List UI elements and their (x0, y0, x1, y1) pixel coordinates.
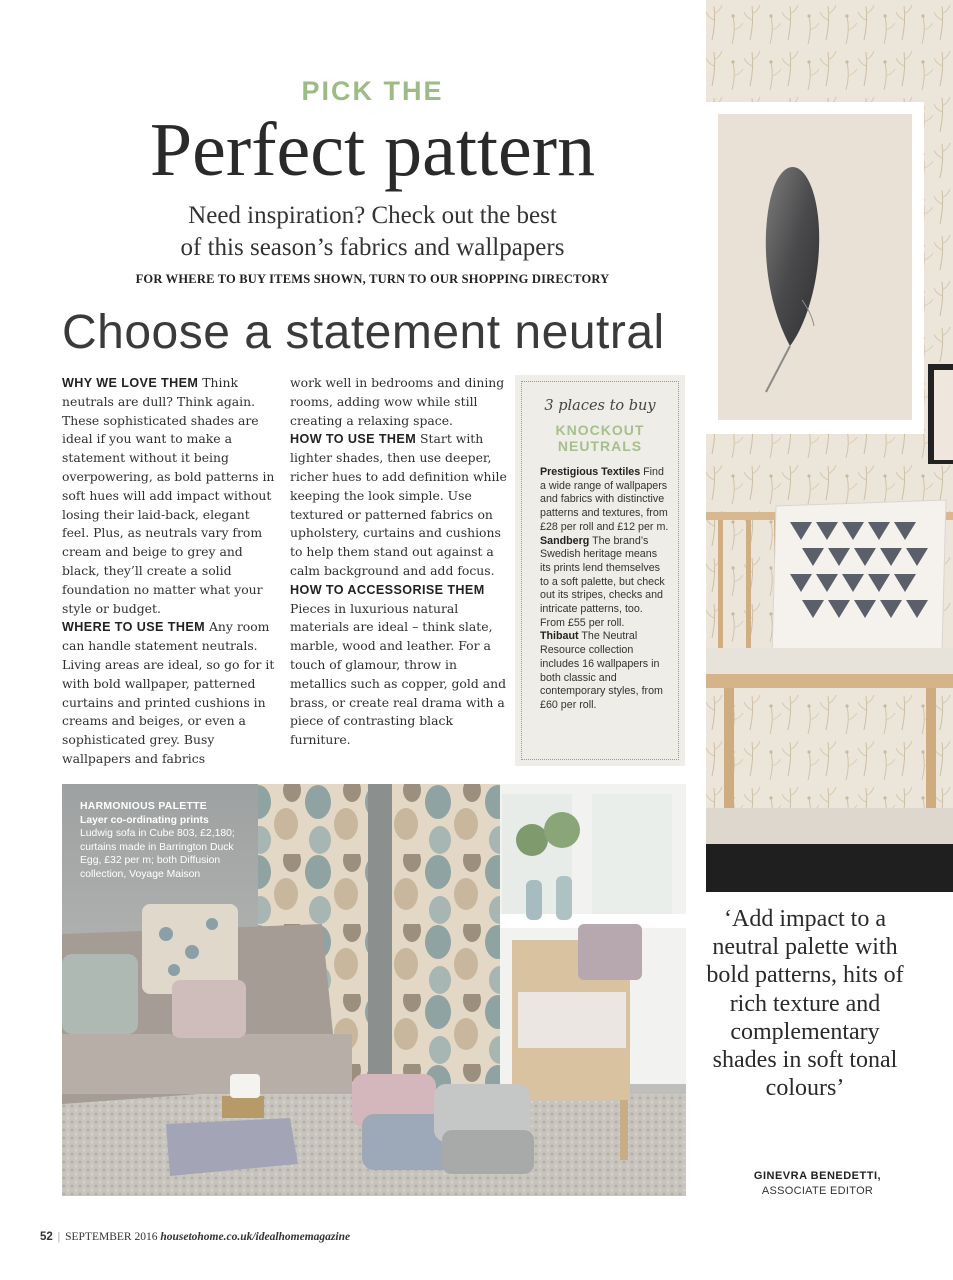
retailer-text: The brand’s Swedish heritage means its prints lend themselves to a soft palette, but check out its stripes, checks and intricate patterns, too. From £55 per roll. (540, 534, 665, 629)
retailer-name: Prestigious Textiles (540, 466, 641, 478)
places-to-buy-border (521, 381, 679, 760)
section-title: Choose a statement neutral (62, 306, 665, 359)
quote-role: ASSOCIATE EDITOR (761, 1185, 874, 1197)
subtitle-word-2: NEUTRALS (557, 438, 643, 454)
retailer-name: Sandberg (540, 534, 590, 547)
list-item (540, 466, 670, 535)
website-link[interactable]: housetohome.co.uk/idealhomemagazine (160, 1231, 351, 1243)
places-to-buy-title: 3 places to buy (544, 398, 656, 414)
how-paragraph (290, 430, 508, 580)
kicker: PICK THE (301, 76, 444, 106)
retailer-name: Thibaut (540, 630, 579, 643)
shopping-directory-note: FOR WHERE TO BUY ITEMS SHOWN, TURN TO OUR SHOPPING DIRECTORY (135, 272, 610, 286)
why-text: Think neutrals are dull? Think again. These sophisticated shades are ideal if you want to make a statement without it being overpowering, as bold patterns in soft hues will add impact without losing their laid-back, elegant feel. Plus, as neutrals vary from cream and beige to grey and black, they’ll create a solid foundation no matter what your style or budget. (62, 375, 275, 616)
caption-heading: HARMONIOUS PALETTE (80, 801, 208, 812)
retailer-text: The Neutral Resource collection includes 16 wallpapers in both classic and contemporary styles, from £60 per roll. (540, 630, 663, 711)
footer-separator: | (57, 1231, 61, 1243)
list-item (540, 630, 670, 712)
where-lead: WHERE TO USE THEM (62, 620, 206, 635)
accessorise-lead: HOW TO ACCESSORISE THEM (290, 582, 485, 597)
page-footer (40, 1231, 350, 1243)
how-lead: HOW TO USE THEM (290, 432, 417, 447)
issue-date: SEPTEMBER 2016 (65, 1231, 158, 1243)
page-title: Perfect pattern (149, 108, 596, 192)
places-to-buy-box (515, 375, 685, 766)
pull-quote: ‘Add impact to a neutral palette with bold patterns, hits of rich texture and complementary shades in soft tonal colours’ (706, 906, 904, 1102)
how-text: Start with lighter shades, then use deeper, richer hues to add definition while keeping the look simple. Use textured or patterned fabrics on upholstery, curtains and cushions to help them stand out against a calm background and add focus. (290, 431, 507, 578)
feather-artwork-illustration (706, 0, 953, 892)
subtitle-line-2: of this season’s fabrics and wallpapers (180, 234, 565, 261)
where-paragraph-cont: work well in bedrooms and dining rooms, adding wow while still creating a relaxing space. (290, 375, 505, 428)
page-number: 52 (40, 1231, 53, 1243)
places-to-buy-list (540, 466, 670, 713)
article-column-1 (62, 374, 278, 769)
retailer-text: Find a wide range of wallpapers and fabrics with distinctive patterns and textures, from £28 per roll and £12 per m. (540, 466, 669, 533)
caption-subheading: Layer co-ordinating prints (80, 814, 209, 826)
where-paragraph (62, 618, 278, 768)
quote-author: GINEVRA BENEDETTI, (753, 1170, 882, 1182)
subtitle (0, 200, 745, 264)
photo-caption (80, 800, 240, 882)
subtitle-word-1: KNOCKOUT (555, 422, 645, 438)
accessorise-text: Pieces in luxurious natural materials are ideal – think slate, marble, wood and leather. For a touch of glamour, throw in metallics such as copper, gold and brass, or create real drama with a piece of contrasting black furniture. (290, 600, 507, 748)
feather-artwork-photo (706, 0, 953, 892)
subtitle-line-1: Need inspiration? Check out the best (188, 202, 557, 229)
why-paragraph (62, 374, 278, 618)
article-column-2 (290, 374, 508, 750)
places-to-buy-subtitle (522, 422, 678, 454)
caption-text: Ludwig sofa in Cube 803, £2,180; curtains made in Barrington Duck Egg, £32 per m; both Diffusion collection, Voyage Maison (80, 828, 235, 880)
why-lead: WHY WE LOVE THEM (62, 376, 199, 390)
accessorise-paragraph (290, 581, 508, 750)
list-item (540, 535, 670, 631)
where-text: Any room can handle statement neutrals. Living areas are ideal, so go for it with bold wallpaper, patterned curtains and printed cushions in creams and beiges, or even a sophisticated grey. Busy wallpapers and fabrics (62, 619, 275, 766)
